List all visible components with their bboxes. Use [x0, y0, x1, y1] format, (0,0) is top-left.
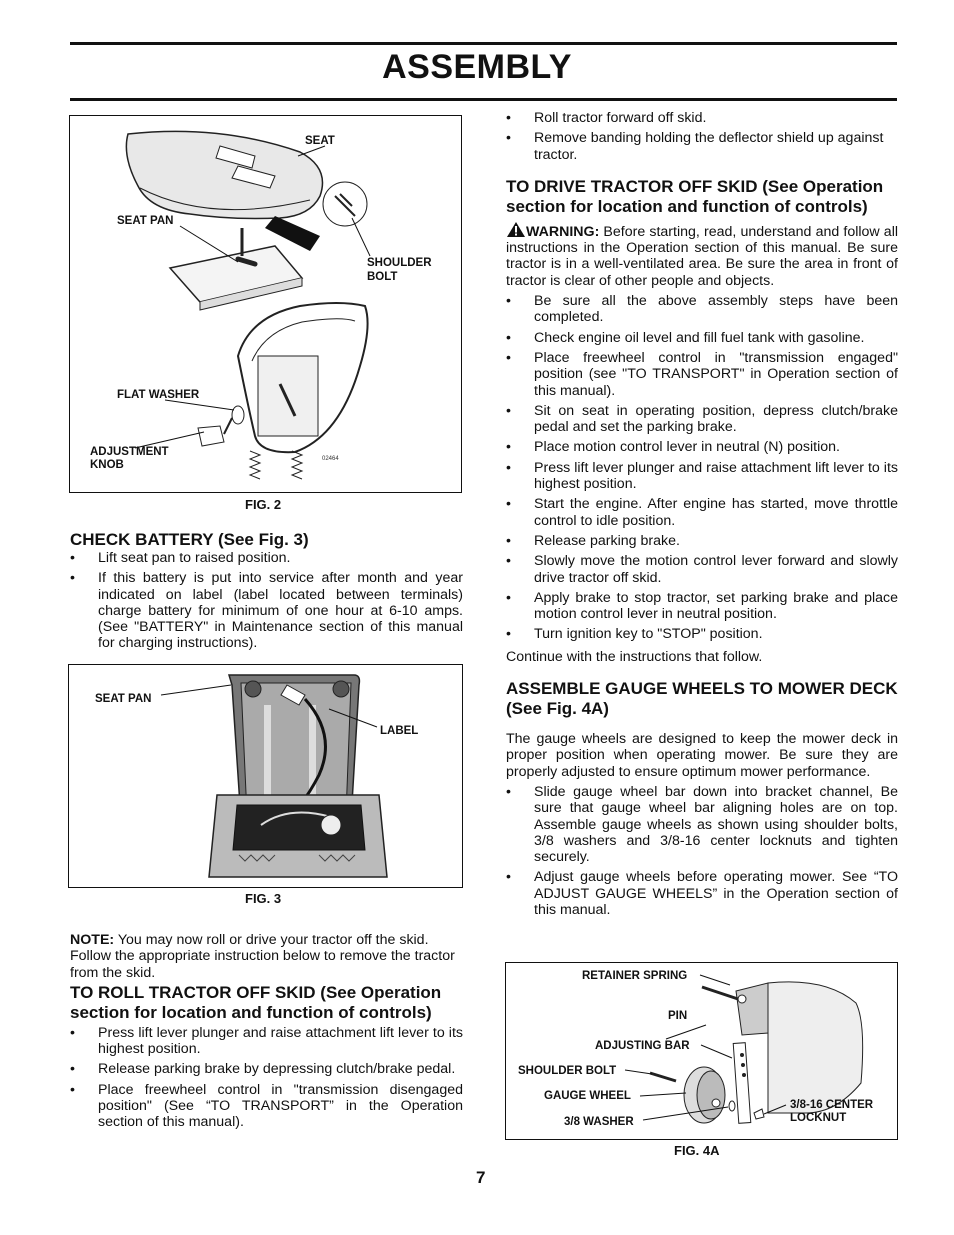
roll-off-list	[70, 1025, 463, 1131]
list-item: • Place motion control lever in neutral (N) position.	[506, 439, 898, 455]
list-item: • Check engine oil level and fill fuel tank with gasoline.	[506, 330, 898, 346]
warning-text: Before starting, read, understand and follow all instructions in the Operation section of this manual. Be sure tractor is in a well-ventilated area. Be sure the area in front of tractor is clear of other people and objects.	[506, 223, 898, 289]
list-item: • Sit on seat in operating position, depress clutch/brake pedal and set the parking brake.	[506, 403, 898, 436]
list-item: • If this battery is put into service after month and year indicated on label (label located between terminals) charge battery for minimum of one hour at 6-10 amps. (See "BATTERY" in Maintenance section of this manual for charging instructions).	[70, 570, 463, 651]
gauge-wheels-intro: The gauge wheels are designed to keep the mower deck in proper position when operating mower. Be sure they are properly adjusted to ensure optimum mower performance.	[506, 731, 898, 780]
fig2-label-seat: SEAT	[305, 135, 335, 147]
fig2-label-seat-pan: SEAT PAN	[117, 215, 174, 227]
list-item: • Apply brake to stop tractor, set parking brake and place motion control lever in neutral position.	[506, 590, 898, 623]
fig2-label-shoulder-bolt-line1: SHOULDER	[367, 257, 432, 269]
note-label: NOTE:	[70, 932, 115, 948]
check-battery-section	[70, 530, 463, 652]
list-item: • Release parking brake by depressing clutch/brake pedal.	[70, 1061, 463, 1077]
note-paragraph	[70, 932, 463, 981]
top-rule	[70, 42, 897, 45]
list-item: • Turn ignition key to "STOP" position.	[506, 626, 898, 642]
gauge-wheels-list	[506, 784, 898, 918]
page-title: ASSEMBLY	[382, 48, 572, 86]
roll-off-heading: TO ROLL TRACTOR OFF SKID (See Operation section for location and function of controls)	[70, 982, 442, 1022]
list-item: • Start the engine. After engine has started, move throttle control to idle position.	[506, 496, 898, 529]
seat-diagram	[70, 116, 461, 492]
list-item: • Lift seat pan to raised position.	[70, 550, 463, 566]
figure-4a-gauge-wheel	[505, 962, 898, 1140]
note-and-roll-off-section	[70, 932, 463, 1131]
fig2-caption: FIG. 2	[245, 497, 282, 512]
right-column	[506, 110, 898, 918]
list-item: • Remove banding holding the deflector shield up against tractor.	[506, 130, 898, 163]
fig2-label-flat-washer: FLAT WASHER	[117, 389, 200, 401]
fig4a-label-washer: 3/8 WASHER	[564, 1116, 634, 1128]
list-item: • Roll tractor forward off skid.	[506, 110, 898, 126]
warning-paragraph	[506, 221, 898, 289]
fig4a-label-pin: PIN	[668, 1010, 688, 1022]
continue-text: Continue with the instructions that follow.	[506, 648, 763, 665]
note-text: You may now roll or drive your tractor off the skid. Follow the appropriate instruction below to remove the tractor from the skid.	[70, 932, 455, 981]
page-number: 7	[476, 1168, 486, 1187]
fig4a-label-locknut-line2: LOCKNUT	[790, 1112, 847, 1124]
fig3-label-seat-pan: SEAT PAN	[95, 693, 152, 705]
gauge-wheel-diagram	[506, 963, 897, 1139]
fig4a-label-gauge-wheel: GAUGE WHEEL	[544, 1090, 631, 1102]
list-item: • Place freewheel control in "transmission engaged" position (see "TO TRANSPORT" in Operation section of this manual).	[506, 350, 898, 399]
gauge-wheels-heading: ASSEMBLE GAUGE WHEELS TO MOWER DECK (See Fig. 4A)	[506, 679, 898, 719]
drive-off-list	[506, 293, 898, 643]
fig4a-label-shoulder-bolt: SHOULDER BOLT	[518, 1065, 617, 1077]
fig4a-label-adjusting-bar: ADJUSTING BAR	[595, 1040, 690, 1052]
list-item: • Slide gauge wheel bar down into bracket channel, Be sure that gauge wheel bar aligning holes are on top. Assemble gauge wheels as shown using shoulder bolts, 3/8 washers and 3/8-16 center locknuts and tighten securely.	[506, 784, 898, 865]
title-underline	[70, 98, 897, 101]
list-item: • Press lift lever plunger and raise attachment lift lever to its highest position.	[70, 1025, 463, 1058]
list-item: • Be sure all the above assembly steps have been completed.	[506, 293, 898, 326]
fig3-caption: FIG. 3	[245, 891, 282, 906]
fig4a-label-retainer-spring: RETAINER SPRING	[582, 970, 688, 982]
check-battery-list	[70, 550, 463, 652]
list-item: • Slowly move the motion control lever forward and slowly drive tractor off skid.	[506, 553, 898, 586]
check-battery-heading: CHECK BATTERY (See Fig. 3)	[70, 530, 309, 549]
fig2-label-shoulder-bolt-line2: BOLT	[367, 271, 398, 283]
list-item: • Release parking brake.	[506, 533, 898, 549]
fig4a-caption: FIG. 4A	[674, 1143, 720, 1158]
roll-off-list-continued	[506, 110, 898, 163]
figure-2-seat-assembly	[69, 115, 462, 493]
list-item: • Place freewheel control in "transmission disengaged position" (See “TO TRANSPORT” in the Operation section of this manual).	[70, 1082, 463, 1131]
fig3-label-label: LABEL	[380, 725, 419, 737]
fig2-code: 02464	[322, 456, 339, 462]
battery-diagram	[69, 665, 462, 887]
list-item: • Adjust gauge wheels before operating mower. See “TO ADJUST GAUGE WHEELS” in the Operation section of this manual.	[506, 869, 898, 918]
figure-3-battery	[68, 664, 463, 888]
fig2-label-adjustment-knob-line2: KNOB	[90, 459, 124, 471]
drive-off-heading: TO DRIVE TRACTOR OFF SKID (See Operation section for location and function of controls)	[506, 176, 884, 216]
warning-label: WARNING:	[526, 223, 600, 240]
warning-triangle-icon	[506, 221, 526, 238]
fig2-label-adjustment-knob-line1: ADJUSTMENT	[90, 446, 169, 458]
list-item: • Press lift lever plunger and raise attachment lift lever to its highest position.	[506, 460, 898, 493]
fig4a-label-locknut-line1: 3/8-16 CENTER	[790, 1099, 874, 1111]
